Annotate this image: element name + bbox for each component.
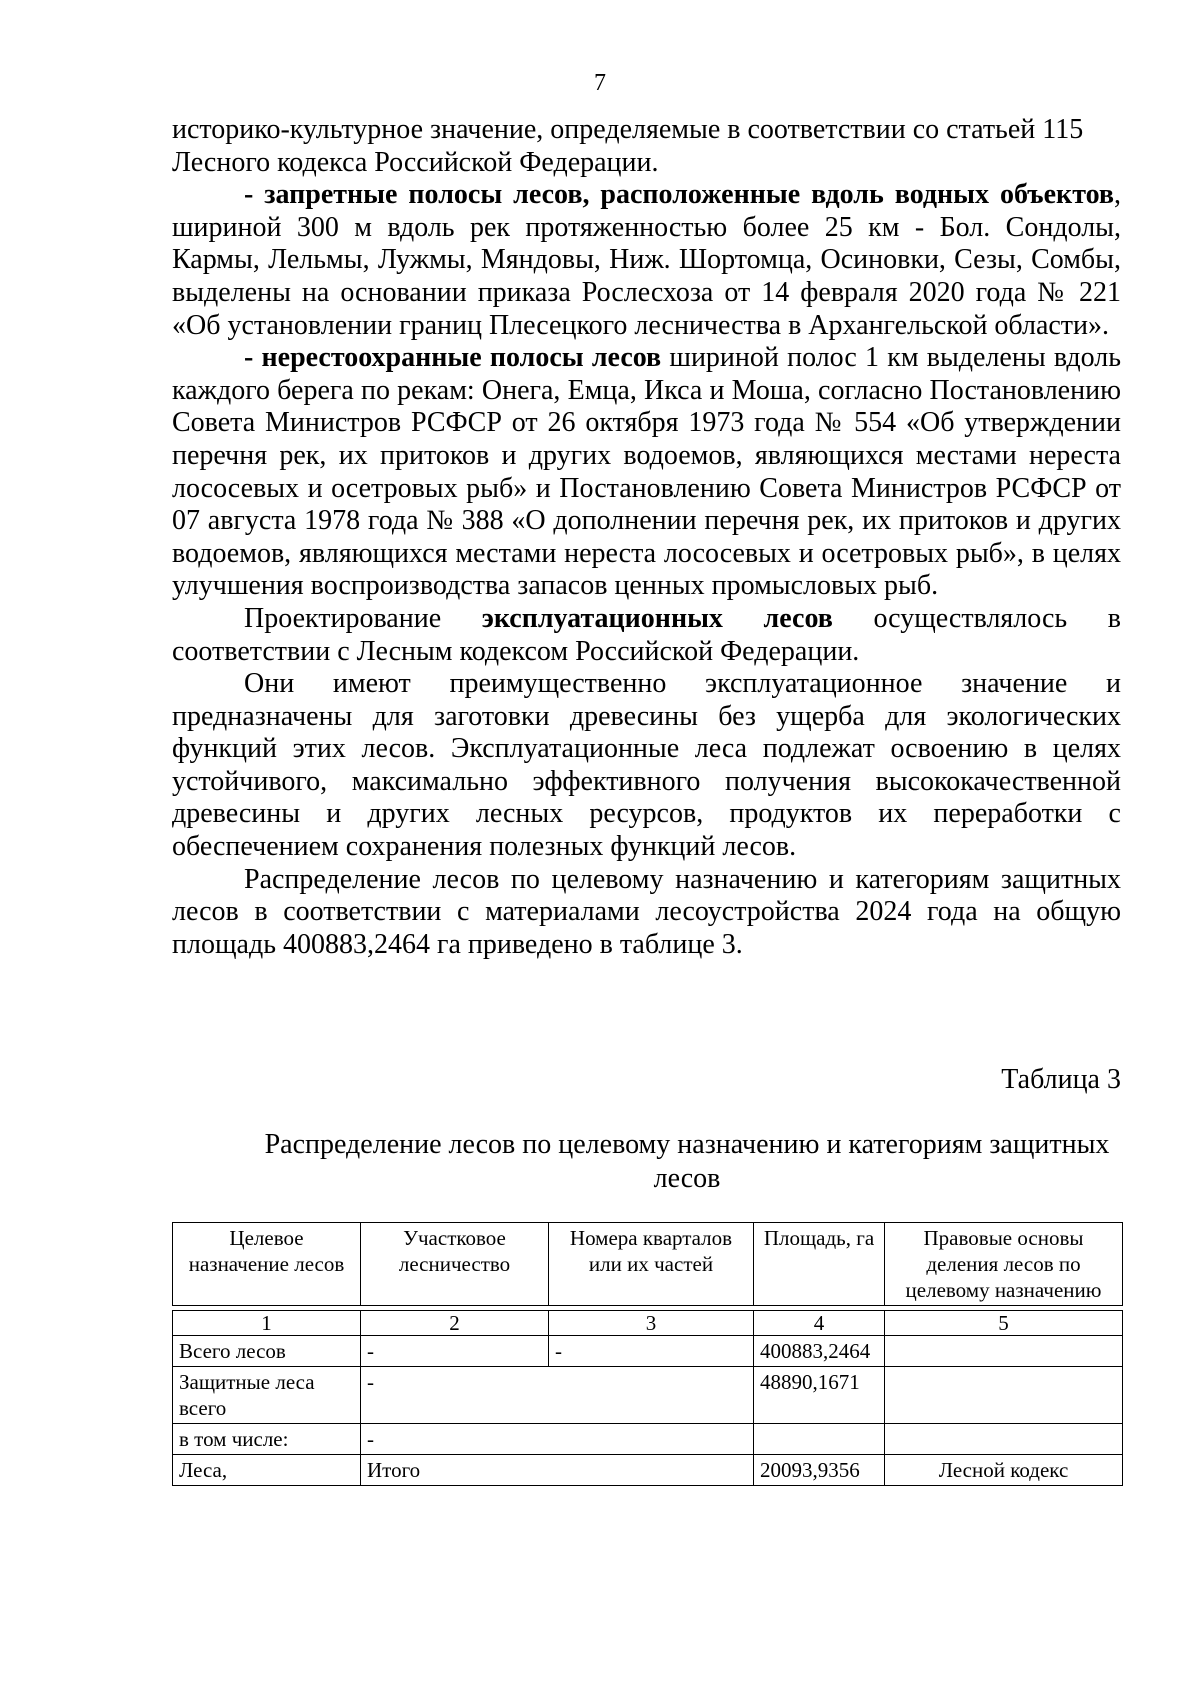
column-number: 2: [361, 1311, 549, 1336]
cell-area: 20093,9356: [754, 1455, 885, 1486]
paragraph-6: Распределение лесов по целевому назначению и категориям защитных лесов в соответствии с материалами лесоустройства 2024 года на общую площадь 400883,2464 га приведено в таблице 3.: [172, 863, 1121, 960]
cell-legal: Лесной кодекс: [885, 1455, 1123, 1486]
cell-legal: [885, 1336, 1123, 1367]
column-number: 4: [754, 1311, 885, 1336]
cell-quarters: -: [549, 1336, 754, 1367]
header-purpose: Целевое назначение лесов: [173, 1223, 361, 1306]
paragraph-3-text: шириной полос 1 км выделены вдоль каждого берега по рекам: Онега, Емца, Икса и Моша, согласно Постановлению Совета Министров РСФСР от 26 октября 1973 года № 554 «Об утверждении перечня рек, их притоков и других водоемов, являющихся местами нереста лососевых и осетровых рыб» и Постановлению Совета Министров РСФСР от 07 августа 1978 года № 388 «О дополнении перечня рек, их притоков и других водоемов, являющихся местами нереста лососевых и осетровых рыб», в целях улучшения воспроизводства запасов ценных промысловых рыб.: [172, 342, 1121, 602]
paragraph-4-text: осуществлялось в соответствии с Лесным кодексом Российской Федерации.: [172, 602, 1121, 667]
cell-legal: [885, 1367, 1123, 1424]
paragraph-2-bold: - запретные полосы лесов, расположенные вдоль водных объектов: [244, 179, 1114, 211]
document-body: [172, 114, 1121, 961]
table-row: [173, 1424, 1123, 1455]
header-legal: Правовые основы деления лесов по целевому назначению: [885, 1223, 1123, 1306]
table-row: [173, 1336, 1123, 1367]
column-number: 3: [549, 1311, 754, 1336]
cell-area: [754, 1424, 885, 1455]
table-caption: Распределение лесов по целевому назначению и категориям защитных лесов: [264, 1129, 1110, 1194]
cell-purpose: Леса,: [173, 1455, 361, 1486]
forest-distribution-table: [172, 1222, 1123, 1486]
table-row: [173, 1367, 1123, 1424]
paragraph-2-text: , шириной 300 м вдоль рек протяженностью более 25 км - Бол. Сондолы, Кармы, Лельмы, Лужмы, Мяндовы, Ниж. Шортомца, Осиновки, Сезы, Сомбы, выделены на основании приказа Рослесхоза от 14 февраля 2020 года № 221 «Об установлении границ Плесецкого лесничества в Архангельской области».: [172, 179, 1121, 341]
header-forestry: Участковое лесничество: [361, 1223, 549, 1306]
table-header-row: [173, 1223, 1123, 1306]
table-number-row: [173, 1311, 1123, 1336]
table-row: [173, 1455, 1123, 1486]
table-label: Таблица 3: [1001, 1064, 1121, 1095]
column-number: 5: [885, 1311, 1123, 1336]
paragraph-3-bold: - нерестоохранные полосы лесов: [244, 342, 662, 374]
paragraph-1: историко-культурное значение, определяемые в соответствии со статьей 115 Лесного кодекса Российской Федерации.: [172, 114, 1084, 178]
cell-forestry: -: [361, 1336, 549, 1367]
page-number: 7: [594, 70, 606, 96]
header-quarters: Номера кварталов или их частей: [549, 1223, 754, 1306]
column-number: 1: [173, 1311, 361, 1336]
paragraph-3: [172, 342, 1121, 603]
cell-area: 400883,2464: [754, 1336, 885, 1367]
paragraph-5: Они имеют преимущественно эксплуатационное значение и предназначены для заготовки древесины без ущерба для экологических функций этих лесов. Эксплуатационные леса подлежат освоению в целях устойчивого, максимально эффективного получения высококачественной древесины и других лесных ресурсов, продуктов их переработки с обеспечением сохранения полезных функций лесов.: [172, 668, 1121, 863]
paragraph-4: [172, 603, 1121, 668]
cell-forestry: Итого: [361, 1455, 754, 1486]
cell-purpose: Защитные леса всего: [173, 1367, 361, 1424]
header-area: Площадь, га: [754, 1223, 885, 1306]
cell-forestry: -: [361, 1367, 754, 1424]
cell-forestry: -: [361, 1424, 754, 1455]
paragraph-4-bold: эксплуатационных лесов: [481, 602, 833, 634]
cell-purpose: в том числе:: [173, 1424, 361, 1455]
cell-area: 48890,1671: [754, 1367, 885, 1424]
cell-legal: [885, 1424, 1123, 1455]
paragraph-4-start: Проектирование: [244, 602, 482, 634]
cell-purpose: Всего лесов: [173, 1336, 361, 1367]
paragraph-2: [172, 179, 1121, 342]
